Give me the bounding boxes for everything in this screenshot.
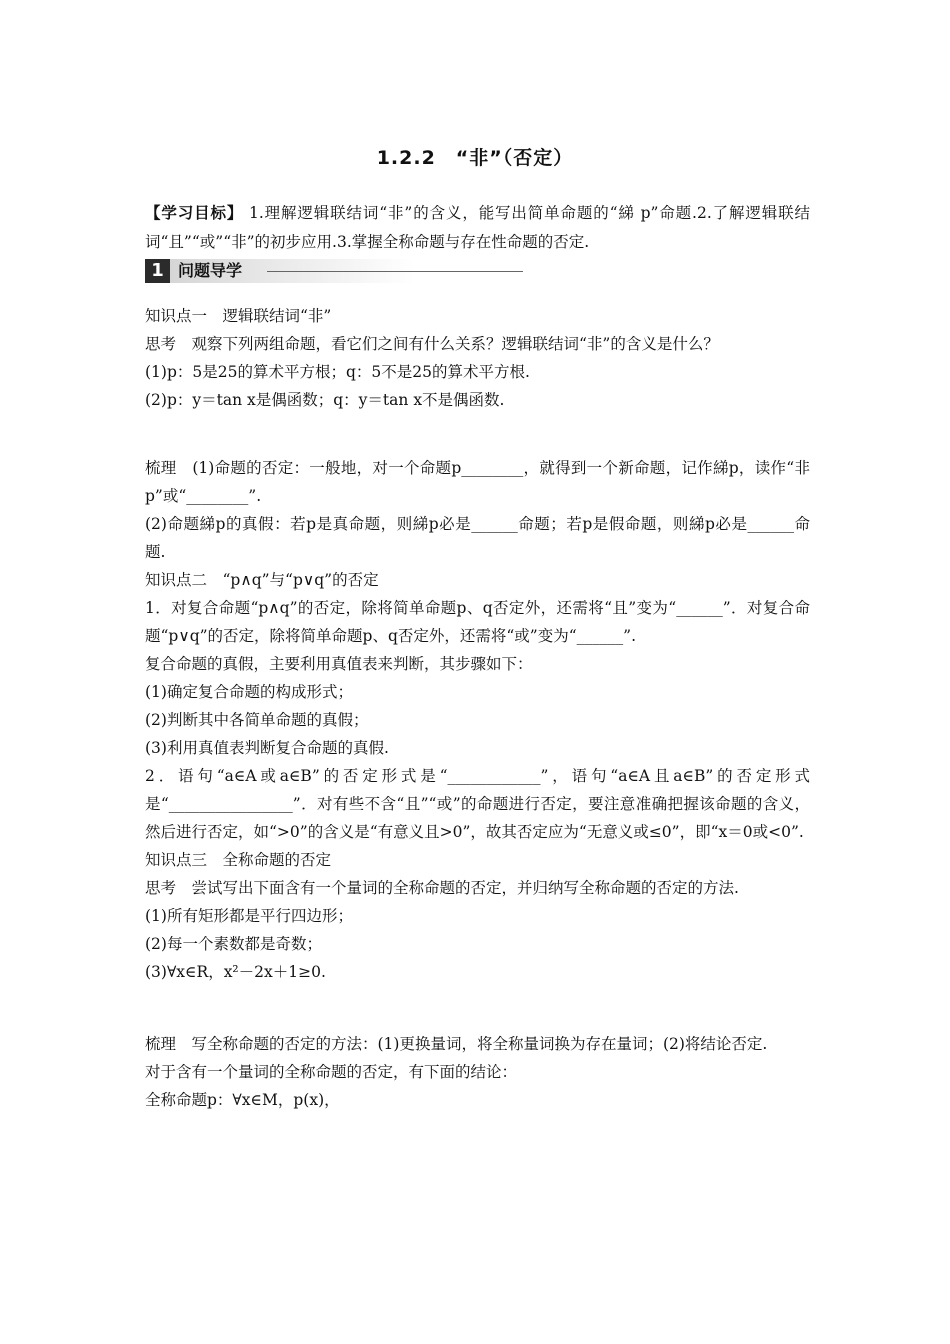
summary-3: 梳理 写全称命题的否定的方法：(1)更换量词，将全称量词换为存在量词；(2)将结论否定. — [145, 1035, 768, 1053]
example-1: (1)p：5是25的算术平方根；q：5不是25的算术平方根. — [145, 363, 530, 381]
truth-table-intro: 复合命题的真假，主要利用真值表来判断，其步骤如下： — [145, 655, 533, 673]
step-3: (3)利用真值表判断复合命题的真假. — [145, 739, 389, 757]
page-title: 1.2.2 “非”（否定） — [376, 147, 574, 169]
step-2: (2)判断其中各简单命题的真假； — [145, 711, 369, 729]
summary-2: (2)命题綈p的真假：若p是真命题，则綈p必是______命题；若p是假命题，则綈p必是______命题. — [145, 515, 810, 561]
learning-goals-text: 1.理解逻辑联结词“非”的含义，能写出简单命题的“綈 p”命题.2.了解逻辑联结词“且”“或”“非”的初步应用.3.掌握全称命题与存在性命题的否定. — [145, 204, 810, 251]
exercise-2: (2)每一个素数都是奇数； — [145, 935, 322, 953]
think-question-3: 思考 尝试写出下面含有一个量词的全称命题的否定，并归纳写全称命题的否定的方法. — [145, 879, 739, 897]
step-1: (1)确定复合命题的构成形式； — [145, 683, 353, 701]
exercise-1: (1)所有矩形都是平行四边形； — [145, 907, 353, 925]
summary-1: 梳理 (1)命题的否定：一般地，对一个命题p________，就得到一个新命题，记作綈p，读作“非p”或“________”. — [145, 459, 810, 505]
statement-negation: 2．语句“a∈A或a∈B”的否定形式是“____________”，语句“a∈A且a∈B”的否定形式是“________________”．对有些不含“且”“或”的命题进行否定，要注意准确把握该命题的含义，然后进行否定，如“>0”的含义是“有意义且>0”，故其否定应为“无意义或≤0”，即“x＝0或<0”. — [145, 767, 810, 841]
answer-space-2 — [145, 986, 810, 1030]
think-question-1: 思考 观察下列两组命题，看它们之间有什么关系？逻辑联结词“非”的含义是什么？ — [145, 335, 719, 353]
learning-goals — [145, 198, 810, 257]
section-number: 1 — [145, 259, 170, 283]
universal-proposition: 全称命题p：∀x∈M，p(x)， — [145, 1091, 340, 1109]
compound-negation-rule: 1．对复合命题“p∧q”的否定，除将简单命题p、q否定外，还需将“且”变为“______”．对复合命题“p∨q”的否定，除将简单命题p、q否定外，还需将“或”变为“______”. — [145, 599, 810, 645]
conclusion-intro: 对于含有一个量词的全称命题的否定，有下面的结论： — [145, 1063, 518, 1081]
section-header — [145, 259, 525, 285]
knowledge-point-2-heading: 知识点二 “p∧q”与“p∨q”的否定 — [145, 571, 379, 589]
exercise-3: (3)∀x∈R，x²－2x＋1≥0. — [145, 963, 326, 981]
main-content — [145, 302, 810, 1114]
knowledge-point-3-heading: 知识点三 全称命题的否定 — [145, 851, 332, 869]
example-2: (2)p：y＝tan x是偶函数；q：y＝tan x不是偶函数. — [145, 391, 505, 409]
section-divider — [267, 271, 523, 272]
knowledge-point-1-heading: 知识点一 逻辑联结词“非” — [145, 307, 332, 325]
learning-goals-label: 【学习目标】 — [145, 203, 244, 222]
section-title: 问题导学 — [178, 261, 243, 280]
answer-space — [145, 414, 810, 454]
